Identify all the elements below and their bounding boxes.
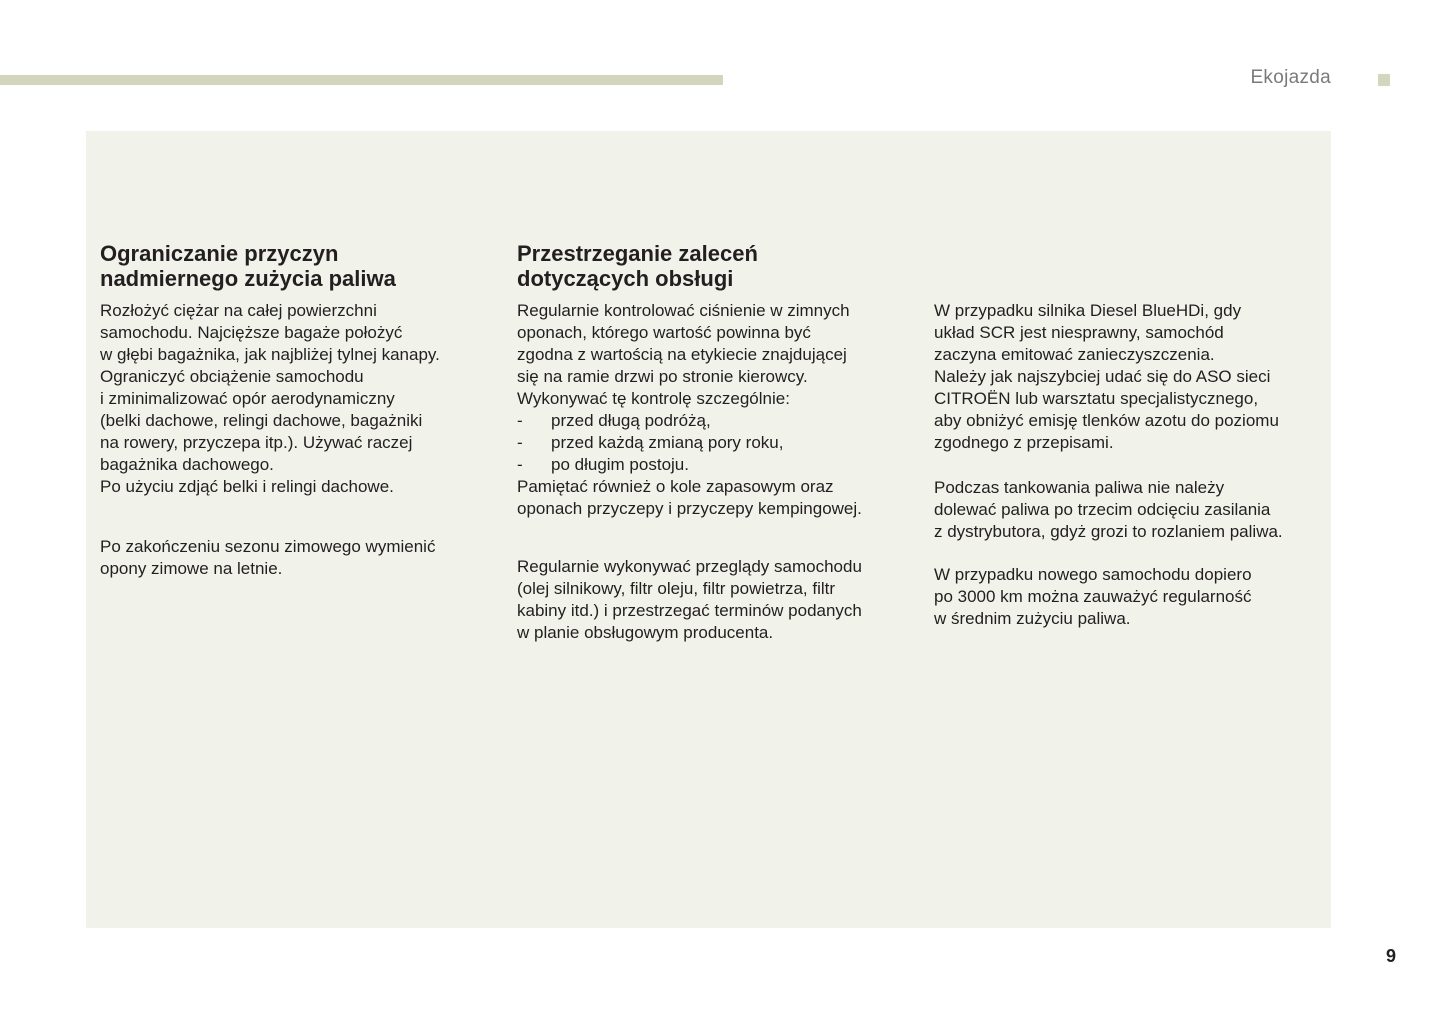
list-item — [517, 454, 917, 476]
page-number: 9 — [1386, 946, 1397, 966]
text-line: dolewać paliwa po trzecim odcięciu zasilania — [934, 500, 1271, 519]
bullet-dash: - — [517, 455, 523, 474]
text-line: w średnim zużyciu paliwa. — [934, 609, 1131, 628]
header-accent-bar — [0, 75, 723, 85]
text-line: Po użyciu zdjąć belki i relingi dachowe. — [100, 477, 394, 496]
text-line: CITROËN lub warsztatu specjalistycznego, — [934, 389, 1259, 408]
text-line: z dystrybutora, gdyż grozi to rozlaniem paliwa. — [934, 522, 1283, 541]
text-line: się na ramie drzwi po stronie kierowcy. — [517, 367, 808, 386]
paragraph-tyre-pressure — [517, 300, 917, 410]
paragraph-load-distribution — [100, 300, 500, 498]
text-line: kabiny itd.) i przestrzegać terminów podanych — [517, 601, 862, 620]
text-line: Wykonywać tę kontrolę szczególnie: — [517, 389, 790, 408]
text-line: opony zimowe na letnie. — [100, 559, 283, 578]
text-line: w planie obsługowym producenta. — [517, 623, 774, 642]
paragraph-new-vehicle — [934, 564, 1334, 630]
text-line: bagażnika dachowego. — [100, 455, 274, 474]
text-line: Po zakończeniu sezonu zimowego wymienić — [100, 537, 436, 556]
column-fuel-consumption — [100, 241, 500, 580]
paragraph-scr-system — [934, 300, 1334, 454]
text-line: Regularnie kontrolować ciśnienie w zimnych — [517, 301, 850, 320]
text-line: układ SCR jest niesprawny, samochód — [934, 323, 1224, 342]
paragraph-winter-tyres — [100, 536, 500, 580]
text-line: zaczyna emitować zanieczyszczenia. — [934, 345, 1215, 364]
text-line: (olej silnikowy, filtr oleju, filtr powietrza, filtr — [517, 579, 836, 598]
heading-line: nadmiernego zużycia paliwa — [100, 266, 396, 291]
bullet-dash: - — [517, 433, 523, 452]
list-item — [517, 432, 917, 454]
text-line: w głębi bagażnika, jak najbliżej tylnej kanapy. — [100, 345, 440, 364]
text-line: zgodna z wartością na etykiecie znajdującej — [517, 345, 847, 364]
text-line: Pamiętać również o kole zapasowym oraz — [517, 477, 834, 496]
section-title: Ekojazda — [1250, 67, 1331, 88]
heading-maintenance — [517, 241, 887, 291]
heading-fuel-consumption — [100, 241, 470, 291]
bullet-dash: - — [517, 411, 523, 430]
text-line: Należy jak najszybciej udać się do ASO sieci — [934, 367, 1271, 386]
text-line: zgodnego z przepisami. — [934, 433, 1114, 452]
text-line: oponach przyczepy i przyczepy kempingowej. — [517, 499, 862, 518]
list-item — [517, 410, 917, 432]
heading-line: Ograniczanie przyczyn — [100, 241, 339, 266]
section-marker-square — [1378, 74, 1390, 86]
column-emissions — [934, 300, 1334, 630]
text-line: Regularnie wykonywać przeglądy samochodu — [517, 557, 862, 576]
text-line: Podczas tankowania paliwa nie należy — [934, 478, 1225, 497]
list-item-text: po długim postoju. — [551, 455, 689, 474]
list-item-text: przed każdą zmianą pory roku, — [551, 433, 784, 452]
text-line: oponach, którego wartość powinna być — [517, 323, 811, 342]
text-line: Ograniczyć obciążenie samochodu — [100, 367, 364, 386]
text-line: i zminimalizować opór aerodynamiczny — [100, 389, 395, 408]
text-line: aby obniżyć emisję tlenków azotu do poziomu — [934, 411, 1279, 430]
text-line: po 3000 km można zauważyć regularność — [934, 587, 1252, 606]
text-line: na rowery, przyczepa itp.). Używać raczej — [100, 433, 413, 452]
heading-line: Przestrzeganie zaleceń — [517, 241, 758, 266]
list-item-text: przed długą podróżą, — [551, 411, 711, 430]
text-line: Rozłożyć ciężar na całej powierzchni — [100, 301, 377, 320]
text-line: W przypadku nowego samochodu dopiero — [934, 565, 1252, 584]
text-line: W przypadku silnika Diesel BlueHDi, gdy — [934, 301, 1242, 320]
text-line: (belki dachowe, relingi dachowe, bagażniki — [100, 411, 423, 430]
column-maintenance — [517, 241, 917, 644]
paragraph-servicing — [517, 556, 917, 644]
paragraph-refuelling — [934, 477, 1334, 543]
text-line: samochodu. Najcięższe bagaże położyć — [100, 323, 403, 342]
heading-line: dotyczących obsługi — [517, 266, 734, 291]
paragraph-spare-wheel — [517, 476, 917, 520]
